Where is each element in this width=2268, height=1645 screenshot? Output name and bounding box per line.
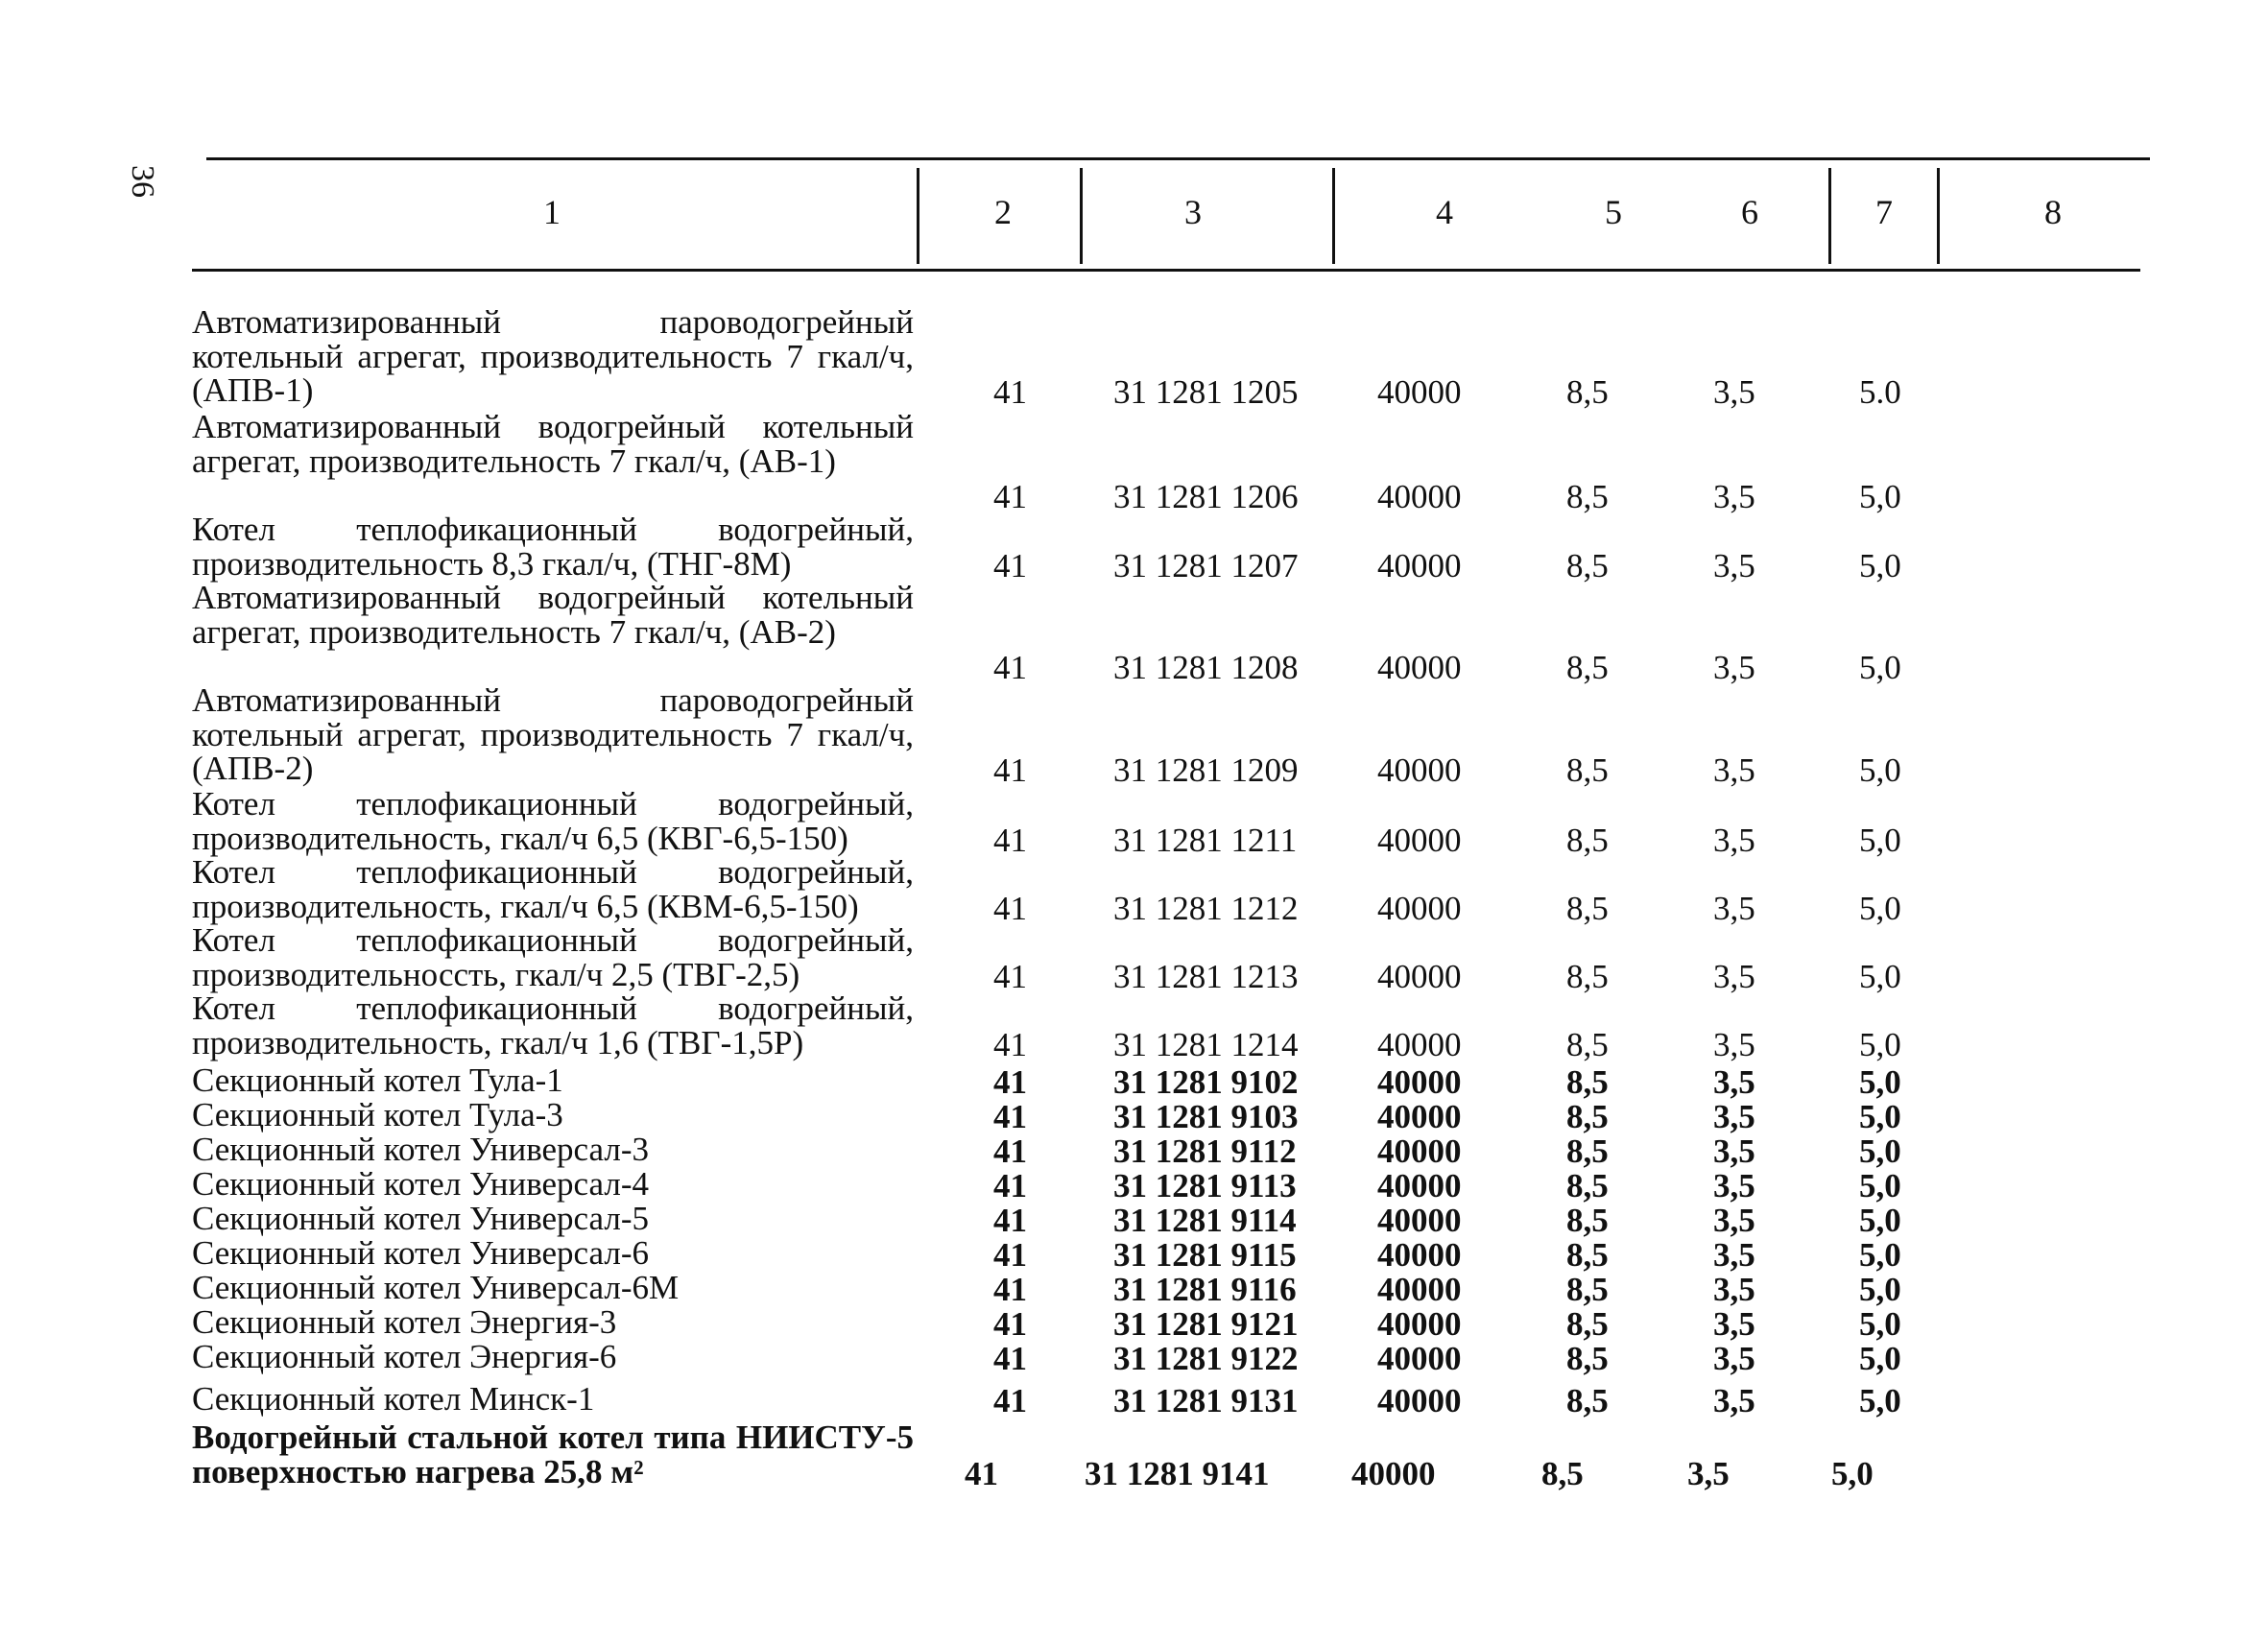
cell-c7: 5.0 bbox=[1859, 373, 1901, 411]
cell-c6: 3,5 bbox=[1687, 1454, 1730, 1492]
cell-c2: 41 bbox=[993, 1236, 1027, 1274]
cell-c3: 31 1281 1208 bbox=[1113, 649, 1299, 686]
cell-c6: 3,5 bbox=[1713, 649, 1755, 686]
cell-c2: 41 bbox=[993, 1167, 1027, 1204]
cell-c2: 41 bbox=[993, 478, 1027, 515]
cell-c4: 40000 bbox=[1377, 1132, 1462, 1170]
cell-c7: 5,0 bbox=[1859, 1098, 1901, 1135]
cell-c5: 8,5 bbox=[1566, 889, 1609, 927]
cell-c5: 8,5 bbox=[1566, 478, 1609, 515]
cell-c6: 3,5 bbox=[1713, 957, 1755, 995]
cell-c5: 8,5 bbox=[1541, 1454, 1584, 1492]
cell-c7: 5,0 bbox=[1859, 649, 1901, 686]
row-description: Секционный котел Тула-1 bbox=[192, 1061, 563, 1099]
cell-c4: 40000 bbox=[1377, 1167, 1462, 1204]
page-number: 36 bbox=[125, 165, 160, 198]
cell-c4: 40000 bbox=[1377, 546, 1462, 584]
cell-c6: 3,5 bbox=[1713, 1098, 1755, 1135]
cell-c7: 5,0 bbox=[1859, 546, 1901, 584]
cell-c6: 3,5 bbox=[1713, 889, 1755, 927]
cell-c5: 8,5 bbox=[1566, 1167, 1609, 1204]
cell-c7: 5,0 bbox=[1859, 957, 1901, 995]
cell-c5: 8,5 bbox=[1566, 821, 1609, 859]
column-header-7: 7 bbox=[1875, 193, 1893, 231]
cell-c2: 41 bbox=[993, 1340, 1027, 1377]
row-description: Котел теплофикационный водогрейный, производительность, гкал/ч 6,5 (КВМ-6,5-150) bbox=[192, 853, 914, 925]
row-description: Автоматизированный пароводогрейный котельный агрегат, производительность 7 гкал/ч, (АПВ-2) bbox=[192, 681, 914, 787]
cell-c7: 5,0 bbox=[1859, 1271, 1901, 1308]
cell-c2: 41 bbox=[993, 1063, 1027, 1101]
cell-c2: 41 bbox=[993, 1202, 1027, 1239]
cell-c4: 40000 bbox=[1377, 373, 1462, 411]
row-description: Котел теплофикационный водогрейный, производительность, гкал/ч 1,6 (ТВГ-1,5Р) bbox=[192, 989, 914, 1061]
cell-c4: 40000 bbox=[1377, 1025, 1462, 1063]
cell-c5: 8,5 bbox=[1566, 649, 1609, 686]
cell-c6: 3,5 bbox=[1713, 1382, 1755, 1419]
cell-c5: 8,5 bbox=[1566, 1063, 1609, 1101]
cell-c3: 31 1281 9103 bbox=[1113, 1098, 1299, 1135]
cell-c3: 31 1281 1211 bbox=[1113, 821, 1298, 859]
row-description: Секционный котел Энергия-3 bbox=[192, 1303, 617, 1341]
cell-c2: 41 bbox=[993, 1025, 1027, 1063]
cell-c4: 40000 bbox=[1377, 751, 1462, 789]
cell-c4: 40000 bbox=[1377, 478, 1462, 515]
cell-c4: 40000 bbox=[1377, 1063, 1462, 1101]
row-description: Котел теплофикационный водогрейный, производительность, гкал/ч 6,5 (КВГ-6,5-150) bbox=[192, 785, 914, 857]
cell-c6: 3,5 bbox=[1713, 1236, 1755, 1274]
row-description: Секционный котел Универсал-3 bbox=[192, 1131, 649, 1168]
cell-c6: 3,5 bbox=[1713, 1132, 1755, 1170]
cell-c2: 41 bbox=[993, 1132, 1027, 1170]
cell-c4: 40000 bbox=[1377, 1305, 1462, 1343]
cell-c4: 40000 bbox=[1377, 1202, 1462, 1239]
cell-c3: 31 1281 9121 bbox=[1113, 1305, 1299, 1343]
cell-c6: 3,5 bbox=[1713, 1025, 1755, 1063]
cell-c3: 31 1281 1209 bbox=[1113, 751, 1299, 789]
cell-c7: 5,0 bbox=[1859, 1132, 1901, 1170]
cell-c7: 5,0 bbox=[1859, 1305, 1901, 1343]
column-header-4: 4 bbox=[1436, 193, 1453, 231]
cell-c5: 8,5 bbox=[1566, 1382, 1609, 1419]
row-description: Секционный котел Минск-1 bbox=[192, 1380, 595, 1418]
cell-c5: 8,5 bbox=[1566, 1202, 1609, 1239]
cell-c6: 3,5 bbox=[1713, 373, 1755, 411]
cell-c4: 40000 bbox=[1351, 1454, 1436, 1492]
cell-c6: 3,5 bbox=[1713, 1271, 1755, 1308]
cell-c7: 5,0 bbox=[1859, 821, 1901, 859]
cell-c6: 3,5 bbox=[1713, 478, 1755, 515]
row-description: Секционный котел Тула-3 bbox=[192, 1096, 563, 1133]
cell-c5: 8,5 bbox=[1566, 1025, 1609, 1063]
cell-c2: 41 bbox=[965, 1454, 998, 1492]
cell-c3: 31 1281 1213 bbox=[1113, 957, 1299, 995]
cell-c7: 5,0 bbox=[1859, 1063, 1901, 1101]
cell-c4: 40000 bbox=[1377, 649, 1462, 686]
row-description: Котел теплофикационный водогрейный, производительноссть, гкал/ч 2,5 (ТВГ-2,5) bbox=[192, 921, 914, 993]
cell-c3: 31 1281 9112 bbox=[1113, 1132, 1297, 1170]
row-description: Водогрейный стальной котел типа НИИСТУ-5 поверхностью нагрева 25,8 м² bbox=[192, 1419, 914, 1490]
cell-c7: 5,0 bbox=[1859, 1025, 1901, 1063]
cell-c5: 8,5 bbox=[1566, 373, 1609, 411]
cell-c5: 8,5 bbox=[1566, 1098, 1609, 1135]
cell-c7: 5,0 bbox=[1859, 478, 1901, 515]
cell-c7: 5,0 bbox=[1859, 889, 1901, 927]
cell-c2: 41 bbox=[993, 1271, 1027, 1308]
cell-c5: 8,5 bbox=[1566, 1132, 1609, 1170]
cell-c2: 41 bbox=[993, 546, 1027, 584]
cell-c6: 3,5 bbox=[1713, 1202, 1755, 1239]
cell-c3: 31 1281 1207 bbox=[1113, 546, 1299, 584]
row-description: Секционный котел Универсал-6М bbox=[192, 1269, 680, 1306]
row-description: Автоматизированный водогрейный котельный агрегат, производительность 7 гкал/ч, (АВ-2) bbox=[192, 579, 914, 651]
row-description: Котел теплофикационный водогрейный, производительность 8,3 гкал/ч, (ТНГ-8М) bbox=[192, 511, 914, 583]
cell-c6: 3,5 bbox=[1713, 1167, 1755, 1204]
row-description: Секционный котел Энергия-6 bbox=[192, 1338, 617, 1375]
cell-c4: 40000 bbox=[1377, 1271, 1462, 1308]
cell-c6: 3,5 bbox=[1713, 1063, 1755, 1101]
cell-c2: 41 bbox=[993, 957, 1027, 995]
cell-c2: 41 bbox=[993, 1305, 1027, 1343]
cell-c3: 31 1281 9113 bbox=[1113, 1167, 1297, 1204]
cell-c7: 5,0 bbox=[1859, 751, 1901, 789]
row-description: Секционный котел Универсал-5 bbox=[192, 1200, 649, 1237]
row-description: Секционный котел Универсал-6 bbox=[192, 1234, 649, 1272]
cell-c4: 40000 bbox=[1377, 1098, 1462, 1135]
cell-c3: 31 1281 9116 bbox=[1113, 1271, 1297, 1308]
cell-c4: 40000 bbox=[1377, 1382, 1462, 1419]
cell-c7: 5,0 bbox=[1859, 1167, 1901, 1204]
cell-c2: 41 bbox=[993, 373, 1027, 411]
cell-c3: 31 1281 9122 bbox=[1113, 1340, 1299, 1377]
cell-c3: 31 1281 1205 bbox=[1113, 373, 1299, 411]
cell-c2: 41 bbox=[993, 649, 1027, 686]
column-header-8: 8 bbox=[2044, 193, 2062, 231]
cell-c7: 5,0 bbox=[1859, 1236, 1901, 1274]
cell-c5: 8,5 bbox=[1566, 546, 1609, 584]
cell-c3: 31 1281 9114 bbox=[1113, 1202, 1297, 1239]
cell-c3: 31 1281 1214 bbox=[1113, 1025, 1299, 1063]
cell-c6: 3,5 bbox=[1713, 1340, 1755, 1377]
cell-c5: 8,5 bbox=[1566, 1340, 1609, 1377]
cell-c3: 31 1281 9102 bbox=[1113, 1063, 1299, 1101]
cell-c7: 5,0 bbox=[1859, 1340, 1901, 1377]
column-header-6: 6 bbox=[1741, 193, 1758, 231]
cell-c4: 40000 bbox=[1377, 1236, 1462, 1274]
cell-c4: 40000 bbox=[1377, 1340, 1462, 1377]
row-description: Секционный котел Универсал-4 bbox=[192, 1165, 649, 1203]
cell-c3: 31 1281 1206 bbox=[1113, 478, 1299, 515]
cell-c7: 5,0 bbox=[1859, 1382, 1901, 1419]
column-header-5: 5 bbox=[1605, 193, 1622, 231]
cell-c3: 31 1281 9131 bbox=[1113, 1382, 1299, 1419]
cell-c6: 3,5 bbox=[1713, 751, 1755, 789]
row-description: Автоматизированный пароводогрейный котельный агрегат, производительность 7 гкал/ч, (АПВ-1) bbox=[192, 303, 914, 409]
cell-c2: 41 bbox=[993, 889, 1027, 927]
cell-c5: 8,5 bbox=[1566, 1271, 1609, 1308]
cell-c2: 41 bbox=[993, 751, 1027, 789]
cell-c5: 8,5 bbox=[1566, 957, 1609, 995]
row-description: Автоматизированный водогрейный котельный агрегат, производительность 7 гкал/ч, (АВ-1) bbox=[192, 408, 914, 480]
column-header-3: 3 bbox=[1184, 193, 1202, 231]
cell-c6: 3,5 bbox=[1713, 546, 1755, 584]
cell-c4: 40000 bbox=[1377, 821, 1462, 859]
cell-c2: 41 bbox=[993, 821, 1027, 859]
column-header-2: 2 bbox=[994, 193, 1012, 231]
cell-c2: 41 bbox=[993, 1098, 1027, 1135]
cell-c4: 40000 bbox=[1377, 957, 1462, 995]
cell-c5: 8,5 bbox=[1566, 1236, 1609, 1274]
cell-c3: 31 1281 9141 bbox=[1085, 1454, 1270, 1492]
cell-c5: 8,5 bbox=[1566, 751, 1609, 789]
cell-c3: 31 1281 1212 bbox=[1113, 889, 1299, 927]
cell-c2: 41 bbox=[993, 1382, 1027, 1419]
cell-c5: 8,5 bbox=[1566, 1305, 1609, 1343]
column-header-1: 1 bbox=[543, 193, 561, 231]
cell-c6: 3,5 bbox=[1713, 1305, 1755, 1343]
cell-c3: 31 1281 9115 bbox=[1113, 1236, 1297, 1274]
cell-c7: 5,0 bbox=[1859, 1202, 1901, 1239]
cell-c6: 3,5 bbox=[1713, 821, 1755, 859]
cell-c7: 5,0 bbox=[1831, 1454, 1874, 1492]
cell-c4: 40000 bbox=[1377, 889, 1462, 927]
